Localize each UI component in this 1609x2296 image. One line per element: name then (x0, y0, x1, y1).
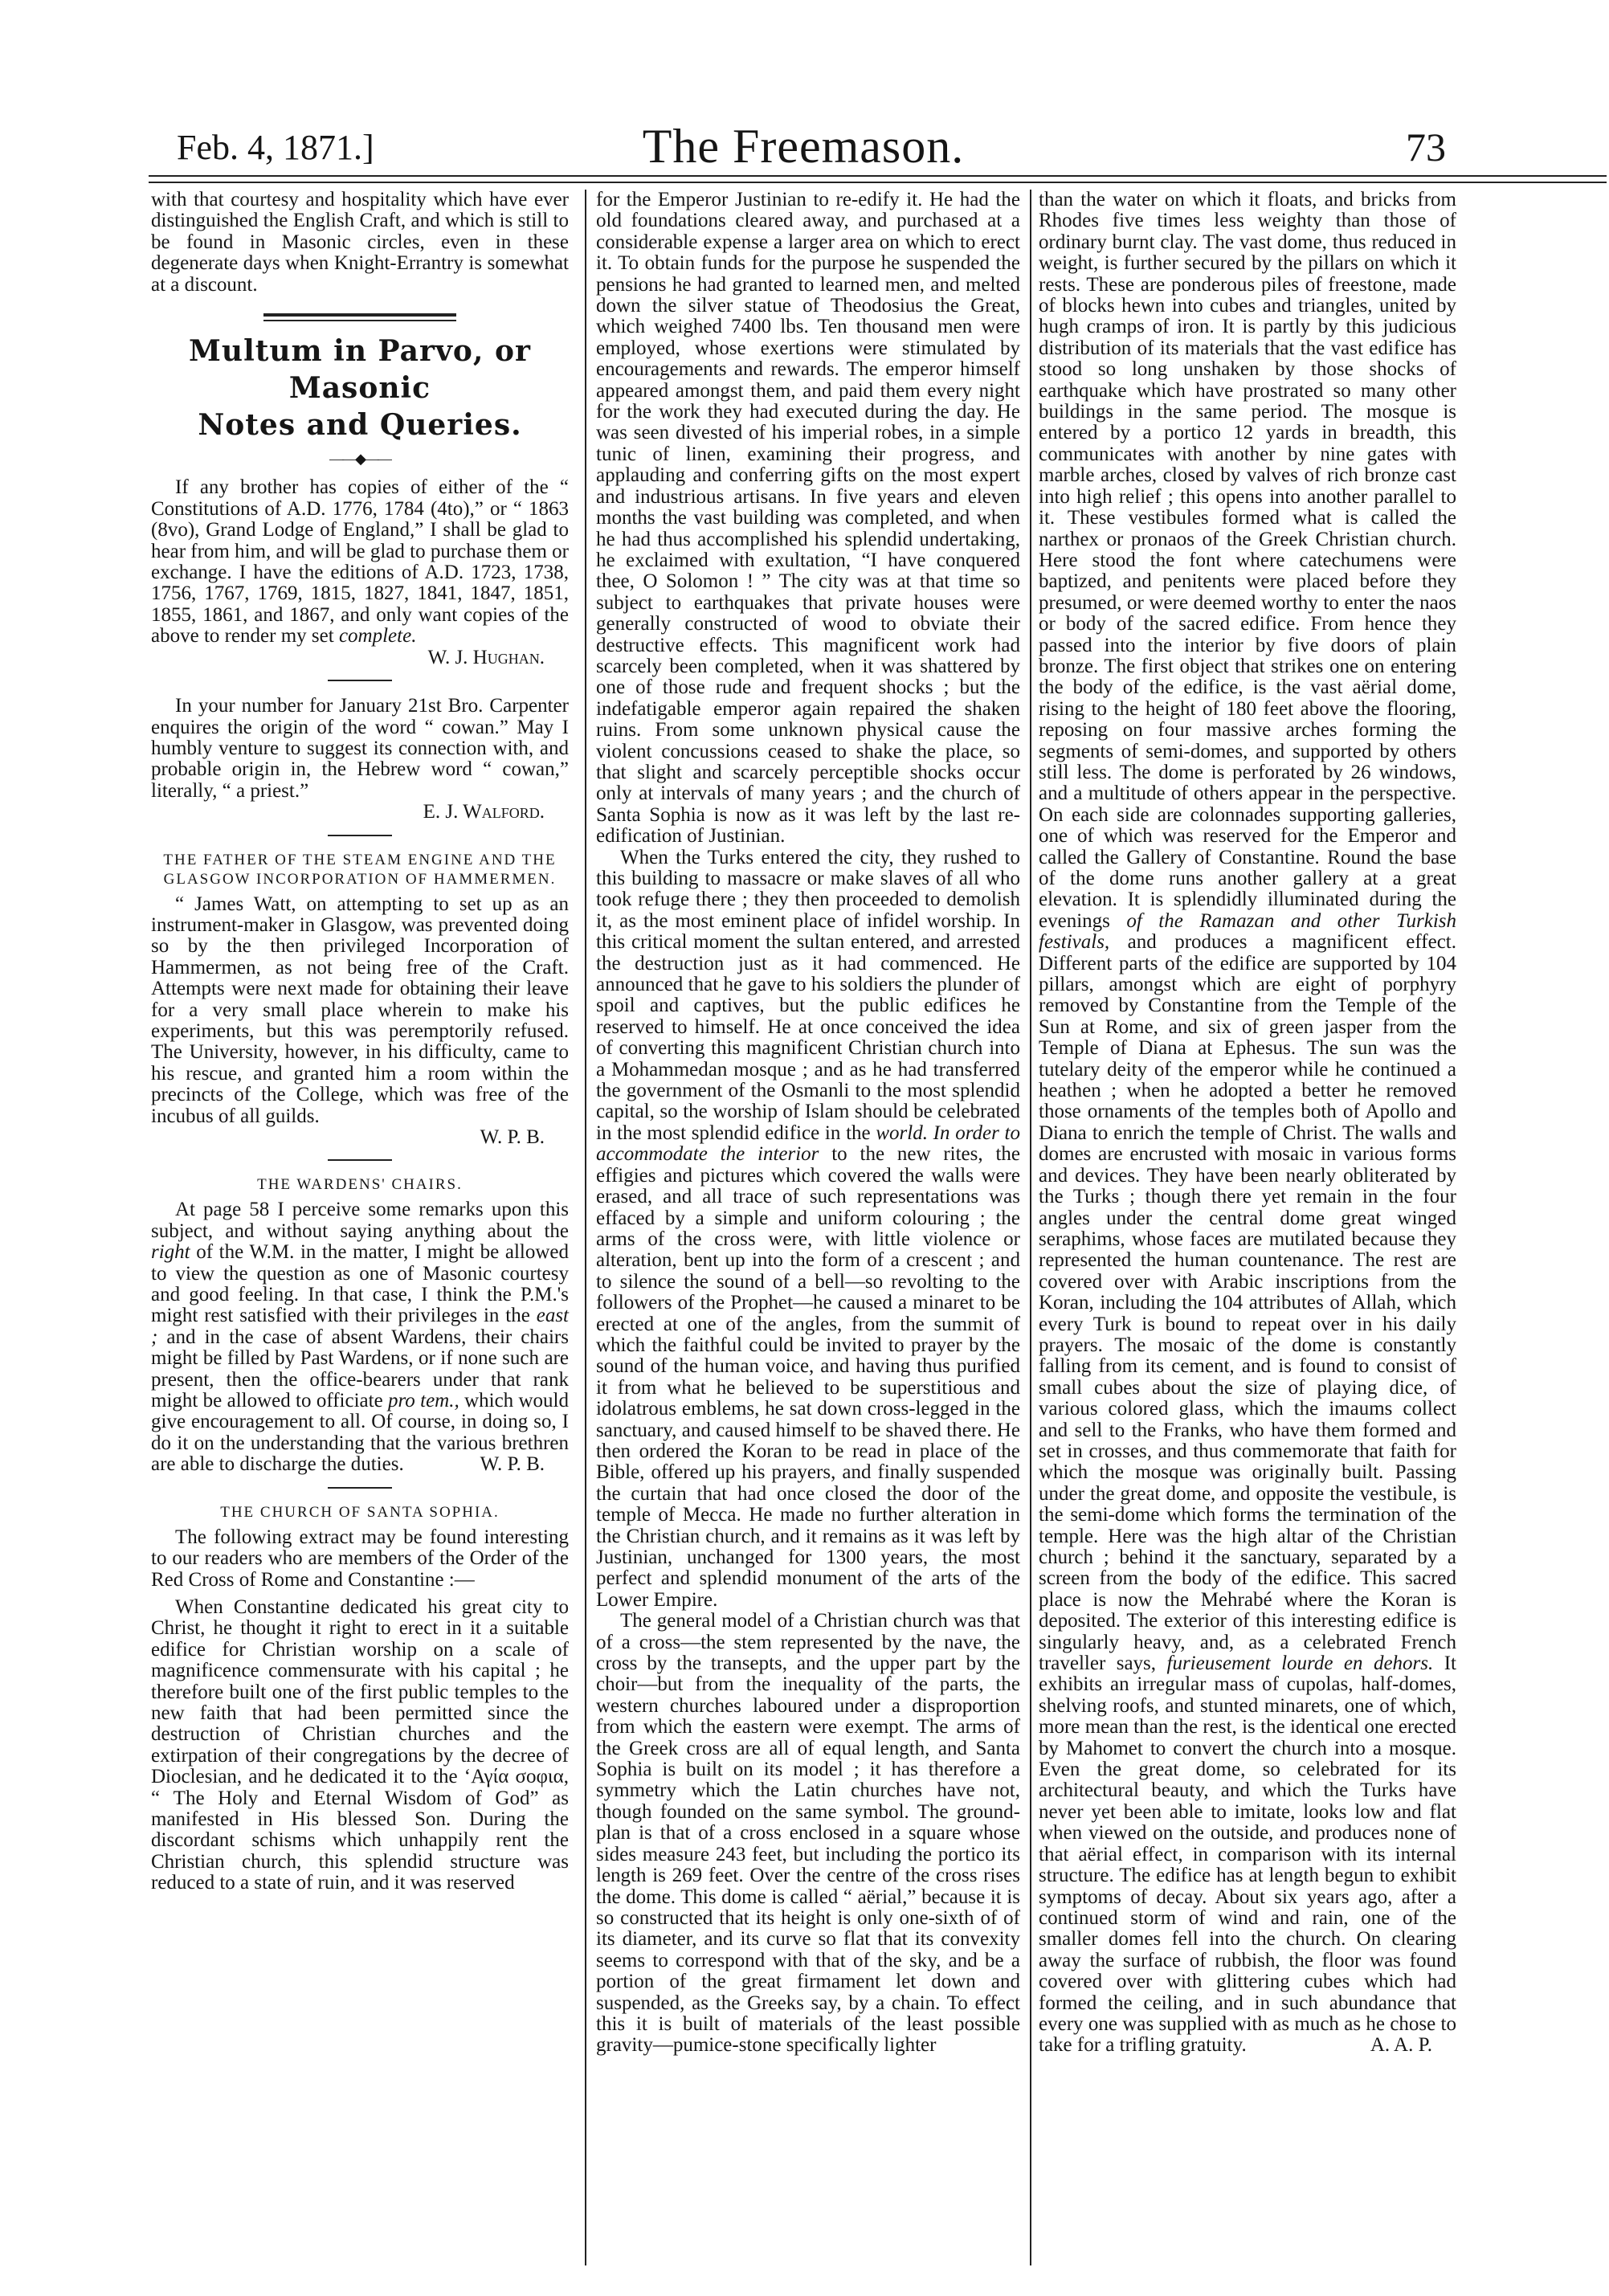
intro-paragraph: with that courtesy and hospitality which have ever distinguished the English Craft, and which is still to be found in Masonic circles, even in these degenerate days when Knight-Errantry is somewhat at a discount. (151, 189, 569, 296)
header-rule (149, 175, 1607, 177)
column-divider (585, 190, 586, 2265)
text-run: of the W.M. in the matter, I might be allowed to view the question as one of Masonic courtesy and good feeling. In that case, I think the P.M.'s might rest satisfied with their privileges in the (151, 1241, 569, 1327)
text-run: than the water on which it floats, and bricks from Rhodes five times less weighty than those of ordinary burnt clay. The vast dome, thus reduced in weight, is further secured by the pillars on which it rests. These are ponderous piles of freestone, made of blocks hewn into cubes and triangles, united by hugh cramps of iron. It is partly by this judicious distribution of its materials that the vast edifice has stood so long unshaken by those shocks of earthquake which have prostrated so many other buildings in the same period. The mosque is entered by a portico 12 yards in breadth, this communicates with another by nine gates with marble arches, closed by valves of rich bronze cast into high relief ; this opens into another parallel to it. These vestibules formed what is called the narthex or pronaos of the Greek Christian church. Here stood the font where catechumens were baptized, and penitents were placed before they presumed, or were deemed worthy to enter the naos or body of the sacred edifice. From hence they passed into the interior by five doors of plain bronze. The first object that strikes one on entering the body of the edifice, is the vast aërial dome, rising to the height of 180 feet above the flooring, reposing on four massive arches forming the segments of semi-domes, and supported by others still less. The dome is perforated by 26 windows, and a multitude of others appear in the perspective. On each side are colonnades supporting galleries, one of which was reserved for the Emperor and called the Gallery of Constantine. Round the base of the dome runs another gallery at a great elevation. It is splendidly illuminated during the evenings (1039, 189, 1456, 932)
signature: A. A. P. (1370, 2034, 1432, 2057)
emphasis: complete. (338, 625, 417, 648)
section-title-line: Multum in Parvo, or Masonic (189, 334, 531, 406)
section-double-rule (263, 313, 456, 321)
signature: W. P. B. (480, 1453, 545, 1476)
section-title-line: Notes and Queries. (198, 408, 522, 443)
column-divider (1030, 190, 1031, 2265)
wardens-article (151, 1199, 569, 1475)
text-run: At page 58 I perceive some remarks upon this subject, and without saying anything about the (151, 1199, 569, 1242)
text-run: which would give encouragement to all. Of course, in doing so, I do it on the understanding that the various brethren are able to discharge the duties. (151, 1390, 569, 1476)
signature: W. J. Hughan. (427, 646, 545, 668)
emphasis: world. In order to accommodate the interior (596, 1121, 1020, 1166)
issue-date: Feb. 4, 1871.] (177, 128, 374, 167)
page-number: 73 (1406, 125, 1446, 170)
emphasis: furieusement lourde en dehors. (1166, 1653, 1434, 1675)
emphasis: right (151, 1241, 190, 1264)
sophia-continued: for the Emperor Justinian to re-edify it. He had the old foundations cleared away, and purchased at a considerable expense a larger area on which to erect it. To obtain funds for the purpose he suspended the pensions he had granted to learned men, and melted down the silver statue of Theodosius the Great, which weighed 7400 lbs. Ten thousand men were employed, whose exertions were stimulated by encouragements and rewards. The emperor himself appeared amongst them, and paid them every night for the work they had executed during the day. He was seen divested of his imperial robes, in a simple tunic of linen, examining their progress, and applauding and conferring gifts on the most expert and industrious artisans. In five years and eleven months the vast building was completed, and when he had thus accomplished his splendid undertaking, he exclaimed with exultation, “I have conquered thee, O Solomon ! ” The city was at that time so subject to earthquakes that private houses were generally constructed of wood to obviate their destructive effects. This magnificent work had scarcely been completed, when it was shattered by one of those rude and frequent shocks ; but the indefatigable emperor again repaired the shaken ruins. From some unknown physical cause the violent concussions ceased to shake the place, so that slight and scarcely perceptible shocks occur only at intervals of many years ; and the church of Santa Sophia is now as it was left by the last re-edification of Justinian. (596, 189, 1020, 848)
masthead (137, 104, 1470, 173)
separator-rule (328, 835, 392, 836)
sophia-intro: The following extract may be found interesting to our readers who are members of the Order of the Red Cross of Rome and Constantine :— (151, 1526, 569, 1591)
article-heading: THE CHURCH OF SANTA SOPHIA. (220, 1503, 500, 1521)
separator-rule (328, 680, 392, 681)
separator-rule (328, 1487, 392, 1489)
turks-paragraph (596, 848, 1020, 1612)
diamond-ornament-icon: ——◆—— (329, 451, 390, 468)
text-run: and in the case of absent Wardens, their chairs might be filled by Past Wardens, or if none such are present, then the office-bearers under that rank might be allowed to officiate (151, 1326, 569, 1412)
separator-rule (328, 1159, 392, 1161)
sophia-continued-right (1039, 190, 1456, 2057)
article-heading: THE WARDENS' CHAIRS. (257, 1176, 463, 1194)
signature: W. P. B. (480, 1126, 545, 1148)
sophia-body: When Constantine dedicated his great city to Christ, he thought it right to erect in it a suitable edifice for Christian worship on a scale of magnificence commensurate with his capital ; he therefore built one of the first public temples to the new faith that had been permitted since the destruction of Christian churches and the extirpation of their congregations by the decree of Dioclesian, and he dedicated it to the ‘Αγία σοφια, “ The Holy and Eternal Wisdom of God” as manifested in His blessed Son. During the discordant schisms which unhappily rent the Christian church, this splendid structure was reduced to a state of ruin, and it was reserved (151, 1595, 569, 1894)
emphasis: pro tem., (388, 1390, 459, 1412)
text-run: to the new rites, the effigies and pictures which covered the walls were erased, and all trace of such representations was effaced by a simple and uniform colouring ; the arms of the cross were, with little violence or alteration, bent up into the form of a crescent ; and to silence the sound of a bell—so revolting to the followers of the Prophet—he caused a minaret to be erected at one of the angles, from the summit of which the faithful could be invited to prayer by the sound of the human voice, and having thus purified it from what he believed to be superstitious and idolatrous emblems, he sat down cross-legged in the sanctuary, and caused himself to be shaved there. He then ordered the Koran to be read in place of the Bible, offered up his prayers, and finally suspended the curtain that had once closed the door of the temple of Mecca. He made no further alteration in the Christian church, and it remains as it was left by Justinian, unchanged for 1300 years, the most perfect and splendid monument of the arts of the Lower Empire. (596, 1143, 1020, 1611)
emphasis: of the Ramazan and other Turkish festivals, (1039, 909, 1456, 954)
letter-body: If any brother has copies of either of the “ Constitutions of A.D. 1776, 1784 (4to),” or “ 1863 (8vo), Grand Lodge of England,” I shall be glad to hear from him, and will be glad to purchase them or exchange. I have the editions of A.D. 1723, 1738, 1756, 1767, 1769, 1815, 1827, 1841, 1847, 1851, 1855, 1861, and 1867, and only want copies of the above to render my set (151, 476, 569, 648)
emphasis: east ; (151, 1305, 569, 1348)
text-run: When the Turks entered the city, they rushed to this building to massacre or make slaves of all who took refuge there ; they then proceeded to demolish it, as the most eminent place of infidel worship. In this critical moment the sultan entered, and arrested the destruction just as it had commenced. He announced that he gave to his soldiers the plunder of spoil and captives, but the public edifices he reserved to himself. He at once conceived the idea of converting this magnificent Christian church into a Mohammedan mosque ; and as he had transferred the government of the Osmanli to the most splendid capital, so the worship of Islam should be celebrated in the most splendid edifice in the (596, 846, 1020, 1144)
text-run: It exhibits an irregular mass of cupolas, half-domes, shelving roofs, and stunted minarets, one of which, more mean than the rest, is the identical one erected by Mahomet to convert the church into a mosque. Even the great dome, so celebrated for its architectural beauty, and which the Turks have never yet been able to imitate, looks low and flat when viewed on the outside, and produces none of that aërial effect, in comparison with its internal structure. The edifice has at length begun to exhibit symptoms of decay. About six years ago, after a continued storm of wind and rain, one of the smaller domes fell into the church. On clearing away the surface of rubbish, the floor was found covered over with glittering cubes which had formed the ceiling, and in such abundance that every one was supplied with as much as he chose to take for a trifling gratuity. (1039, 1653, 1456, 2057)
signature: E. J. Walford. (423, 801, 545, 823)
newspaper-title: The Freemason. (642, 120, 965, 173)
walford-letter: In your number for January 21st Bro. Carpenter enquires the origin of the word “ cowan.” May I humbly venture to suggest its connection with, and probable origin in, the Hebrew word “ cowan,” literally, “ a priest.” (151, 695, 569, 802)
text-run: and produces a magnificent effect. Different parts of the edifice are supported by 104 pillars, amongst which are eight of porphyry removed by Constantine from the Temple of the Sun at Rome, and six of green jasper from the Temple of Diana at Ephesus. The sun was the tutelary deity of the emperor while he continued a heathen ; when he adopted a better he removed those ornaments of the temples both of Apollo and Diana to enrich the temple of Christ. The walls and domes are encrusted with mosaic in various forms and devices. They have been nearly obliterated by the Turks ; though there yet remain in the four angles under the central dome great winged seraphims, whose faces are mutilated because they represented the human countenance. The rest are covered over with Arabic inscriptions from the Koran, including the 104 attributes of Allah, which every Turk is bound to repeat over in his daily prayers. The mosaic of the dome is constantly falling from its cement, and is found to consist of small cubes about the size of playing dice, of various colored glass, which the imaums collect and sell to the Franks, who have them formed and set in crosses, and thus commemorate that faith for which the mosque was originally built. Passing under the great dome, and opposite the vestibule, is the semi-dome which forms the termination of the temple. Here was the high altar of the Christian church ; behind it the sanctuary, separated by a screen from the body of the edifice. This sacred place is now the Mehrabé where the Koran is deposited. The exterior of this interesting edifice is singularly heavy, and, as a celebrated French traveller says, (1039, 931, 1456, 1675)
hughan-letter (151, 477, 569, 647)
article-heading: THE FATHER OF THE STEAM ENGINE AND THE GLASGOW INCORPORATION OF HAMMERMEN. (163, 851, 557, 888)
section-title (151, 333, 569, 443)
watt-article: “ James Watt, on attempting to set up as an instrument-maker in Glasgow, was prevented doing so by the then privileged Incorporation of Hammermen, as not being free of the Craft. Attempts were next made for obtaining their leave for a very small place wherein to make his experiments, but this was peremptorily refused. The University, however, in his difficulty, came to his rescue, and granted him a room within the precincts of the College, which was free of the incubus of all guilds. (151, 893, 569, 1127)
header-rule-secondary (149, 182, 1607, 183)
column-middle (596, 190, 1020, 2057)
column-left (151, 190, 569, 1894)
column-right (1039, 190, 1456, 2057)
model-paragraph: The general model of a Christian church was that of a cross—the stem represented by the nave, the cross by the transepts, and the upper part by the choir—but from the inequality of the parts, the western churches laboured under a disproportion from which the eastern were exempt. The arms of the Greek cross are all of equal length, and Santa Sophia is built on its model ; it has therefore a symmetry which the Latin churches have not, though founded on the same symbol. The ground-plan is that of a cross enclosed in a square whose sides measure 243 feet, but including the portico its length is 269 feet. Over the centre of the cross rises the dome. This dome is called “ aërial,” because it is so constructed that its height is only one-sixth of of its diameter, and its curve so flat that its convexity seems to correspond with that of the sky, and be a portion of the great firmament let down and suspended, as the Greeks say, by a chain. To effect this it is built of materials of the least possible gravity—pumice-stone specifically lighter (596, 1610, 1020, 2057)
